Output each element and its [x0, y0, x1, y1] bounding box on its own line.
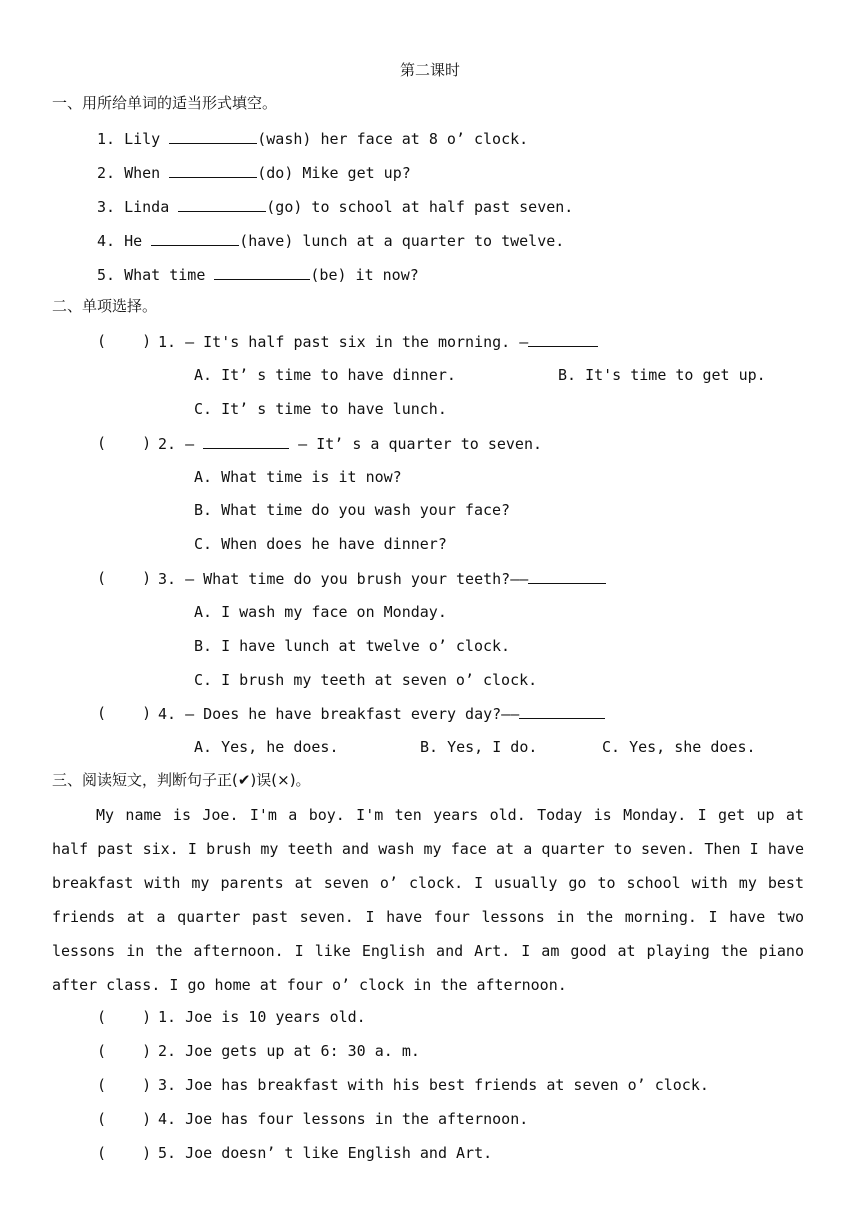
q3-option-a[interactable]: A. I wash my face on Monday.	[194, 603, 447, 621]
answer-paren[interactable]: ( )	[97, 1008, 152, 1026]
q3-option-b[interactable]: B. I have lunch at twelve o’ clock.	[194, 637, 511, 655]
section-1-heading: 一、用所给单词的适当形式填空。	[52, 94, 278, 112]
q4-option-a[interactable]: A. Yes, he does.	[194, 738, 339, 756]
fill-item-5: 5. What time (be) it now?	[97, 266, 419, 284]
answer-blank[interactable]	[169, 128, 257, 144]
question-3: 3. — What time do you brush your teeth?——	[158, 568, 606, 589]
answer-paren[interactable]: ( )	[97, 1144, 152, 1162]
answer-paren[interactable]: ( )	[97, 332, 152, 350]
q4-option-b[interactable]: B. Yes, I do.	[420, 738, 538, 756]
answer-paren[interactable]: ( )	[97, 1110, 152, 1128]
q2-option-a[interactable]: A. What time is it now?	[194, 468, 402, 486]
q2-option-c[interactable]: C. When does he have dinner?	[194, 535, 447, 553]
q3-option-c[interactable]: C. I brush my teeth at seven o’ clock.	[194, 671, 538, 689]
answer-paren[interactable]: ( )	[97, 569, 152, 587]
answer-paren[interactable]: ( )	[97, 1042, 152, 1060]
section-2-heading: 二、单项选择。	[52, 297, 158, 315]
question-4: 4. — Does he have breakfast every day?——	[158, 703, 605, 724]
answer-blank[interactable]	[203, 433, 289, 449]
answer-blank[interactable]	[528, 331, 598, 347]
question-1: 1. — It's half past six in the morning. —	[158, 331, 598, 352]
answer-blank[interactable]	[519, 703, 605, 719]
q1-option-b[interactable]: B. It's time to get up.	[558, 366, 766, 384]
judge-item-5: 5. Joe doesn’ t like English and Art.	[158, 1144, 493, 1162]
answer-blank[interactable]	[178, 196, 266, 212]
reading-passage: My name is Joe. I'm a boy. I'm ten years old. Today is Monday. I get up at half past six. I brush my teeth and wash my face at a quarter to seven. Then I have breakfast with my parents at seven o’ clock. I usually go to school with my best friends at a quarter past seven. I have four lessons in the morning. I have two lessons in the afternoon. I like English and Art. I am good at playing the piano after class. I go home at four o’ clock in the afternoon.	[52, 806, 804, 994]
judge-item-1: 1. Joe is 10 years old.	[158, 1008, 366, 1026]
fill-item-4: 4. He (have) lunch at a quarter to twelve.	[97, 232, 565, 250]
answer-blank[interactable]	[214, 264, 310, 280]
answer-blank[interactable]	[528, 568, 606, 584]
judge-item-2: 2. Joe gets up at 6: 30 a. m.	[158, 1042, 420, 1060]
answer-blank[interactable]	[151, 230, 239, 246]
fill-item-1: 1. Lily (wash) her face at 8 o’ clock.	[97, 130, 529, 148]
q1-option-a[interactable]: A. It’ s time to have dinner.	[194, 366, 456, 384]
answer-paren[interactable]: ( )	[97, 1076, 152, 1094]
q2-option-b[interactable]: B. What time do you wash your face?	[194, 501, 511, 519]
answer-blank[interactable]	[169, 162, 257, 178]
section-3-heading: 三、阅读短文，判断句子正(✔)误(×)。	[52, 771, 311, 789]
q4-option-c[interactable]: C. Yes, she does.	[602, 738, 756, 756]
page-title: 第二课时	[399, 61, 460, 79]
answer-paren[interactable]: ( )	[97, 434, 152, 452]
fill-item-3: 3. Linda (go) to school at half past seven.	[97, 198, 574, 216]
judge-item-3: 3. Joe has breakfast with his best friends at seven o’ clock.	[158, 1076, 709, 1094]
question-2: 2. — — It’ s a quarter to seven.	[158, 435, 543, 453]
fill-item-2: 2. When (do) Mike get up?	[97, 164, 411, 182]
judge-item-4: 4. Joe has four lessons in the afternoon.	[158, 1110, 529, 1128]
answer-paren[interactable]: ( )	[97, 704, 152, 722]
q1-option-c[interactable]: C. It’ s time to have lunch.	[194, 400, 447, 418]
